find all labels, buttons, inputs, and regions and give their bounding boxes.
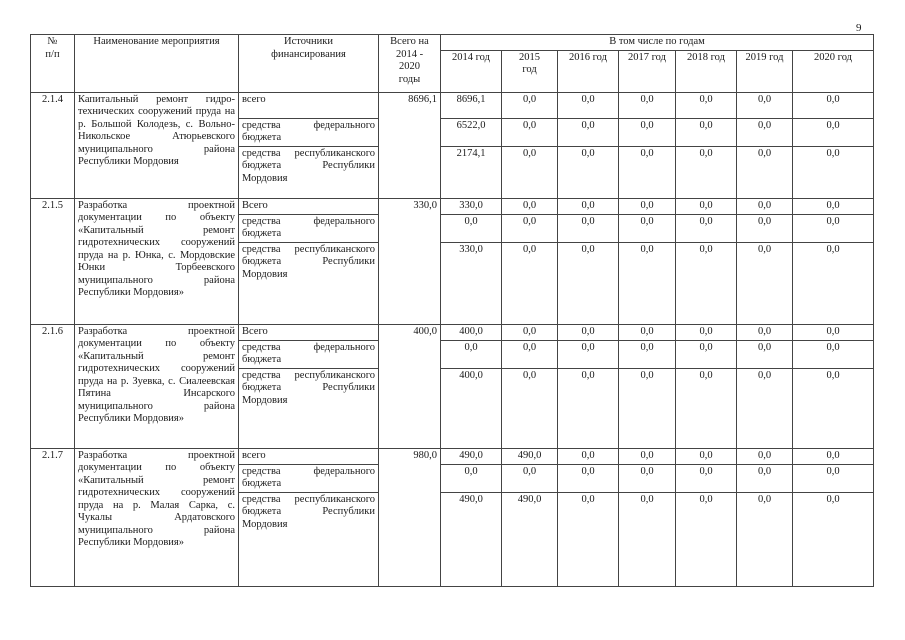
year-value: 0,0 (619, 146, 676, 198)
year-value: 0,0 (619, 368, 676, 448)
year-value: 8696,1 (441, 92, 502, 118)
year-value: 0,0 (619, 92, 676, 118)
page-number: 9 (856, 22, 862, 34)
funding-source: средства республиканского бюджета Республики Мордовия (239, 242, 379, 324)
year-value: 0,0 (737, 118, 793, 146)
year-value: 0,0 (619, 242, 676, 324)
year-value: 0,0 (502, 92, 558, 118)
year-value: 490,0 (441, 448, 502, 464)
year-value: 0,0 (676, 92, 737, 118)
year-value: 0,0 (502, 368, 558, 448)
header-year: 2018 год (676, 50, 737, 92)
measure-name: Разработка проектной документации по объекту «Капитальный ремонт гидротехнических сооружений пруда на р. Зуевка, с. Сиалеевская Пятина Инсарского муниципального района Республики Мордовия» (75, 324, 239, 448)
year-value: 0,0 (737, 242, 793, 324)
year-value: 0,0 (737, 464, 793, 492)
year-value: 0,0 (793, 464, 874, 492)
year-value: 400,0 (441, 368, 502, 448)
year-value: 0,0 (558, 214, 619, 242)
year-value: 330,0 (441, 198, 502, 214)
year-value: 0,0 (619, 464, 676, 492)
funding-source: средства федерального бюджета (239, 214, 379, 242)
measure-name: Разработка проектной документации по объекту «Капитальный ремонт гидротехнических сооружений пруда на р. Малая Сарка, с. Чукалы Ардатовского муниципального района Республики Мордовия» (75, 448, 239, 586)
total-value: 980,0 (379, 448, 441, 586)
year-value: 0,0 (676, 492, 737, 586)
year-value: 0,0 (793, 92, 874, 118)
year-value: 0,0 (676, 368, 737, 448)
year-value: 0,0 (793, 368, 874, 448)
table-row (31, 324, 874, 340)
year-value: 0,0 (793, 492, 874, 586)
funding-table (30, 34, 874, 587)
year-value: 0,0 (793, 448, 874, 464)
funding-source: средства республиканского бюджета Республики Мордовия (239, 146, 379, 198)
year-value: 490,0 (502, 448, 558, 464)
funding-source: средства федерального бюджета (239, 118, 379, 146)
year-value: 0,0 (737, 324, 793, 340)
year-value: 0,0 (737, 492, 793, 586)
header-year: 2014 год (441, 50, 502, 92)
year-value: 0,0 (558, 118, 619, 146)
year-value: 0,0 (737, 448, 793, 464)
year-value: 6522,0 (441, 118, 502, 146)
year-value: 0,0 (793, 340, 874, 368)
year-value: 0,0 (441, 214, 502, 242)
header-year: 2019 год (737, 50, 793, 92)
year-value: 0,0 (558, 464, 619, 492)
year-value: 0,0 (737, 146, 793, 198)
year-value: 0,0 (502, 324, 558, 340)
funding-source: средства федерального бюджета (239, 464, 379, 492)
row-number: 2.1.6 (31, 324, 75, 448)
header-year: 2015 год (502, 50, 558, 92)
year-value: 0,0 (737, 214, 793, 242)
total-value: 330,0 (379, 198, 441, 324)
year-value: 0,0 (441, 340, 502, 368)
funding-source: средства федерального бюджета (239, 340, 379, 368)
year-value: 0,0 (737, 92, 793, 118)
year-value: 0,0 (619, 198, 676, 214)
year-value: 0,0 (676, 464, 737, 492)
year-value: 0,0 (441, 464, 502, 492)
year-value: 0,0 (737, 198, 793, 214)
table-row (31, 92, 874, 118)
row-number: 2.1.7 (31, 448, 75, 586)
header-total: Всего на 2014 - 2020 годы (379, 35, 441, 93)
funding-source: средства республиканского бюджета Республики Мордовия (239, 492, 379, 586)
measure-name: Капитальный ремонт гидро-технических сооружений пруда на р. Большой Колодезь, с. Вольно-Никольское Атюрьевского муниципального района Республики Мордовия (75, 92, 239, 198)
year-value: 0,0 (619, 492, 676, 586)
year-value: 0,0 (737, 368, 793, 448)
header-by-years: В том числе по годам (441, 35, 874, 51)
table-row (31, 448, 874, 464)
total-value: 8696,1 (379, 92, 441, 198)
year-value: 0,0 (502, 464, 558, 492)
funding-source: всего (239, 448, 379, 464)
year-value: 0,0 (676, 448, 737, 464)
year-value: 0,0 (676, 146, 737, 198)
year-value: 0,0 (619, 214, 676, 242)
year-value: 0,0 (737, 340, 793, 368)
year-value: 0,0 (558, 198, 619, 214)
header-year: 2017 год (619, 50, 676, 92)
year-value: 0,0 (676, 198, 737, 214)
total-value: 400,0 (379, 324, 441, 448)
funding-source: Всего (239, 324, 379, 340)
year-value: 0,0 (676, 118, 737, 146)
year-value: 0,0 (793, 146, 874, 198)
year-value: 490,0 (502, 492, 558, 586)
year-value: 0,0 (558, 324, 619, 340)
year-value: 0,0 (676, 242, 737, 324)
year-value: 0,0 (619, 340, 676, 368)
year-value: 0,0 (676, 214, 737, 242)
year-value: 0,0 (558, 146, 619, 198)
year-value: 0,0 (793, 214, 874, 242)
header-num: № п/п (31, 35, 75, 93)
year-value: 0,0 (676, 324, 737, 340)
measure-name: Разработка проектной документации по объекту «Капитальный ремонт гидротехнических сооружений пруда на р. Юнка, с. Мордовские Юнки Торбеевского муниципального района Республики Мордовия» (75, 198, 239, 324)
table-row (31, 198, 874, 214)
year-value: 0,0 (793, 242, 874, 324)
year-value: 0,0 (619, 118, 676, 146)
year-value: 0,0 (558, 340, 619, 368)
funding-source: Всего (239, 198, 379, 214)
header-name: Наименование мероприятия (75, 35, 239, 93)
year-value: 0,0 (558, 492, 619, 586)
year-value: 0,0 (619, 448, 676, 464)
year-value: 400,0 (441, 324, 502, 340)
row-number: 2.1.5 (31, 198, 75, 324)
year-value: 0,0 (502, 214, 558, 242)
year-value: 0,0 (558, 242, 619, 324)
year-value: 0,0 (619, 324, 676, 340)
year-value: 0,0 (558, 92, 619, 118)
header-source: Источники финансирования (239, 35, 379, 93)
year-value: 0,0 (793, 198, 874, 214)
year-value: 490,0 (441, 492, 502, 586)
year-value: 0,0 (558, 448, 619, 464)
row-number: 2.1.4 (31, 92, 75, 198)
header-year: 2016 год (558, 50, 619, 92)
year-value: 0,0 (502, 146, 558, 198)
year-value: 330,0 (441, 242, 502, 324)
year-value: 0,0 (793, 324, 874, 340)
year-value: 0,0 (793, 118, 874, 146)
year-value: 0,0 (502, 118, 558, 146)
funding-source: всего (239, 92, 379, 118)
funding-source: средства республиканского бюджета Республики Мордовия (239, 368, 379, 448)
year-value: 2174,1 (441, 146, 502, 198)
year-value: 0,0 (502, 340, 558, 368)
year-value: 0,0 (502, 198, 558, 214)
year-value: 0,0 (558, 368, 619, 448)
header-year: 2020 год (793, 50, 874, 92)
year-value: 0,0 (502, 242, 558, 324)
year-value: 0,0 (676, 340, 737, 368)
